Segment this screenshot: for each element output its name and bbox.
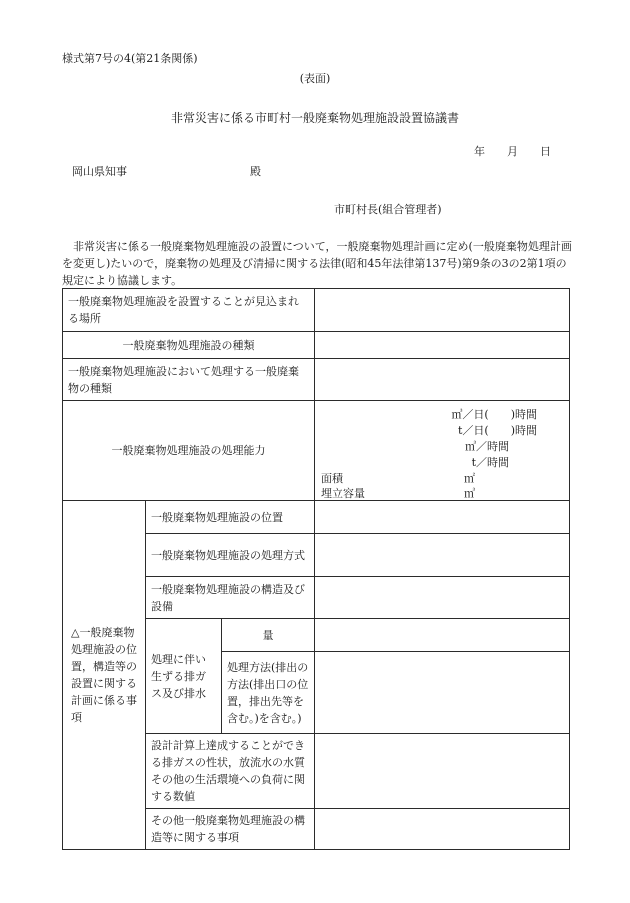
table-row [63,401,570,501]
plan-group-label: △一般廃棄物処理施設の位置，構造等の設置に関する計画に係る事項 [63,501,146,850]
table-row [63,289,570,332]
capacity-unit-line: ㎥／日( )時間 [451,408,538,421]
sub-structure-label: 一般廃棄物処理施設の構造及び設備 [146,577,315,619]
row-location-value[interactable] [315,289,570,332]
document-title: 非常災害に係る市町村一般廃棄物処理施設設置協議書 [170,111,459,125]
row-capacity-label: 一般廃棄物処理施設の処理能力 [63,401,315,501]
addressee-name: 岡山県知事 [72,165,127,178]
side-label: (表面) [299,72,331,85]
date-year: 年 [474,145,485,158]
exhaust-label: 処理に伴い生ずる排ガス及び排水 [146,619,222,734]
area-unit: ㎡ [464,472,476,485]
row-capacity-value[interactable] [315,401,570,501]
form-number: 様式第7号の4(第21条関係) [62,52,198,65]
exhaust-amount-value[interactable] [315,619,570,652]
sub-other-value[interactable] [315,809,570,850]
sub-other-label: その他一般廃棄物処理施設の構造等に関する事項 [146,809,315,850]
sub-design-value[interactable] [315,734,570,809]
consultation-table [62,288,570,850]
capacity-unit-line: t／日( )時間 [458,424,538,437]
body-paragraph: 非常災害に係る一般廃棄物処理施設の設置について，一般廃棄物処理計画に定め(一般廃棄物処理計画を変更し)たいので，廃棄物の処理及び清掃に関する法律(昭和45年法律第137号)第9条の3の2第1項の規定により協議します。 [62,240,572,287]
sub-method-label: 一般廃棄物処理施設の処理方式 [146,534,315,577]
sub-position-label: 一般廃棄物処理施設の位置 [146,501,315,534]
addressee-honorific: 殿 [250,165,261,178]
area-label: 面積 [321,472,344,485]
sender-label: 市町村長(組合管理者) [334,203,442,216]
sub-method-value[interactable] [315,534,570,577]
sub-structure-value[interactable] [315,577,570,619]
row-waste-type-label: 一般廃棄物処理施設において処理する一般廃棄物の種類 [63,359,315,401]
exhaust-method-value[interactable] [315,652,570,734]
capacity-unit-line: ㎥／時間 [465,440,510,453]
sub-position-value[interactable] [315,501,570,534]
table-row [63,332,570,359]
date-day: 日 [540,145,551,158]
row-waste-type-value[interactable] [315,359,570,401]
exhaust-amount-label: 量 [222,619,315,652]
row-type-value[interactable] [315,332,570,359]
capacity-unit-line: t／時間 [471,456,510,469]
table-row [63,501,570,534]
sub-design-label: 設計計算上達成することができる排ガスの性状，放流水の水質その他の生活環境への負荷に関する数値 [146,734,315,809]
row-type-label: 一般廃棄物処理施設の種類 [63,332,315,359]
table-row [63,359,570,401]
landfill-unit: ㎥ [464,487,476,500]
row-location-label: 一般廃棄物処理施設を設置することが見込まれる場所 [63,289,315,332]
date-line [474,143,551,159]
date-month: 月 [507,145,518,158]
exhaust-method-label: 処理方法(排出の方法(排出口の位置，排出先等を含む。)を含む。) [222,652,315,734]
landfill-label: 埋立容量 [321,487,366,500]
